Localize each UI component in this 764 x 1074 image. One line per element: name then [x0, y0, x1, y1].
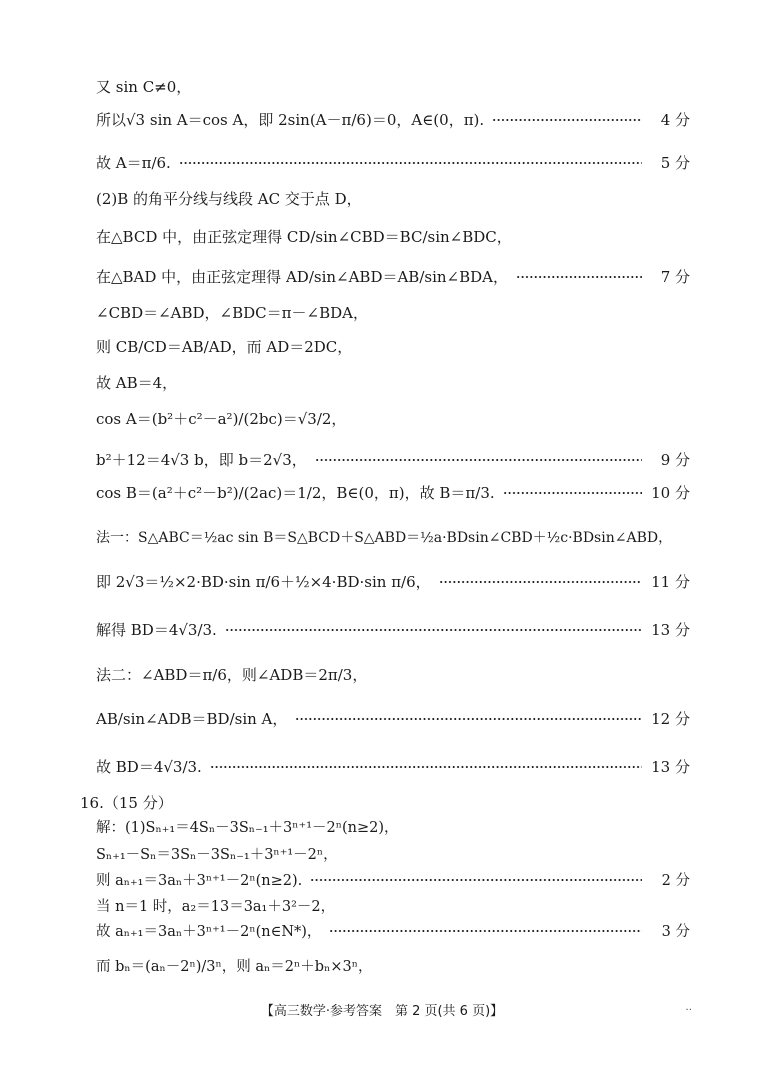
- q16-line-2: Sₙ₊₁－Sₙ＝3Sₙ－3Sₙ₋₁＋3ⁿ⁺¹－2ⁿ，: [96, 847, 338, 863]
- line-18: [96, 756, 690, 777]
- line-18-text: 故 BD＝4√3/3.: [96, 758, 202, 776]
- line-6-text: 在△BAD 中，由正弦定理得 AD/sin∠ABD＝AB/sin∠BDA，: [96, 268, 508, 286]
- leader-dots: [329, 930, 642, 932]
- score-label: 12 分: [651, 710, 690, 728]
- line-15-text: 解得 BD＝4√3/3.: [96, 621, 217, 639]
- line-15: [96, 619, 690, 640]
- line-1: 又 sin C≠0，: [96, 78, 192, 96]
- score-label: 4 分: [660, 111, 690, 129]
- score-label: 2 分: [661, 873, 690, 889]
- line-10: cos A＝(b²＋c²－a²)/(2bc)＝√3/2，: [96, 410, 347, 428]
- line-16: 法二：∠ABD＝π/6，则∠ADB＝2π/3，: [96, 666, 368, 684]
- line-12: [96, 482, 690, 503]
- line-11: [96, 449, 690, 470]
- leader-dots: [439, 581, 642, 583]
- leader-dots: [225, 629, 642, 631]
- line-17-text: AB/sin∠ADB＝BD/sin A，: [96, 710, 288, 728]
- page-footer: 【高三数学·参考答案 第 2 页(共 6 页)】: [260, 1004, 504, 1019]
- score-label: 13 分: [651, 758, 690, 776]
- line-8: 则 CB/CD＝AB/AD，而 AD＝2DC，: [96, 338, 353, 356]
- q16-line-1: 解：(1)Sₙ₊₁＝4Sₙ－3Sₙ₋₁＋3ⁿ⁺¹－2ⁿ(n≥2)，: [96, 820, 399, 836]
- question-16-title: 16.（15 分）: [80, 794, 173, 812]
- score-label: 13 分: [651, 621, 690, 639]
- score-label: 9 分: [660, 451, 690, 469]
- score-label: 5 分: [660, 154, 690, 172]
- corner-mark: ‥: [685, 1002, 692, 1013]
- line-14-text: 即 2√3＝½×2·BD·sin π/6＋½×4·BD·sin π/6，: [96, 573, 431, 591]
- score-label: 7 分: [660, 268, 690, 286]
- score-label: 10 分: [651, 484, 690, 502]
- line-14: [96, 571, 690, 592]
- line-2: [96, 109, 690, 130]
- line-12-text: cos B＝(a²＋c²－b²)/(2ac)＝1/2，B∈(0，π)，故 B＝π/3.: [96, 484, 495, 502]
- q16-line-5: [96, 920, 690, 941]
- q16-line-6: 而 bₙ＝(aₙ－2ⁿ)/3ⁿ，则 aₙ＝2ⁿ＋bₙ×3ⁿ，: [96, 959, 373, 975]
- q16-line-4: 当 n＝1 时，a₂＝13＝3a₁＋3²－2，: [96, 899, 336, 915]
- q16-line-5-text: 故 aₙ₊₁＝3aₙ＋3ⁿ⁺¹－2ⁿ(n∈N*)，: [96, 924, 322, 940]
- line-11-text: b²＋12＝4√3 b，即 b＝2√3，: [96, 451, 307, 469]
- leader-dots: [310, 879, 642, 881]
- line-13: 法一：S△ABC＝½ac sin B＝S△BCD＋S△ABD＝½a·BDsin∠CBD＋½c·BDsin∠ABD，: [96, 530, 673, 546]
- leader-dots: [179, 162, 642, 164]
- leader-dots: [516, 276, 642, 278]
- score-label: 3 分: [661, 924, 690, 940]
- line-4: (2)B 的角平分线与线段 AC 交于点 D，: [96, 190, 362, 208]
- leader-dots: [210, 766, 642, 768]
- line-17: [96, 708, 690, 729]
- line-9: 故 AB＝4，: [96, 374, 178, 392]
- line-6: [96, 266, 690, 287]
- line-3: [96, 152, 690, 173]
- leader-dots: [295, 718, 642, 720]
- score-label: 11 分: [651, 573, 690, 591]
- leader-dots: [492, 119, 642, 121]
- line-3-text: 故 A＝π/6.: [96, 154, 171, 172]
- line-7: ∠CBD＝∠ABD，∠BDC＝π－∠BDA，: [96, 304, 368, 322]
- q16-line-3-text: 则 aₙ₊₁＝3aₙ＋3ⁿ⁺¹－2ⁿ(n≥2).: [96, 873, 303, 889]
- line-5: 在△BCD 中，由正弦定理得 CD/sin∠CBD＝BC/sin∠BDC，: [96, 228, 512, 246]
- leader-dots: [315, 459, 642, 461]
- leader-dots: [503, 492, 642, 494]
- line-2-text: 所以√3 sin A＝cos A，即 2sin(A－π/6)＝0，A∈(0，π).: [96, 111, 485, 129]
- q16-line-3: [96, 869, 690, 890]
